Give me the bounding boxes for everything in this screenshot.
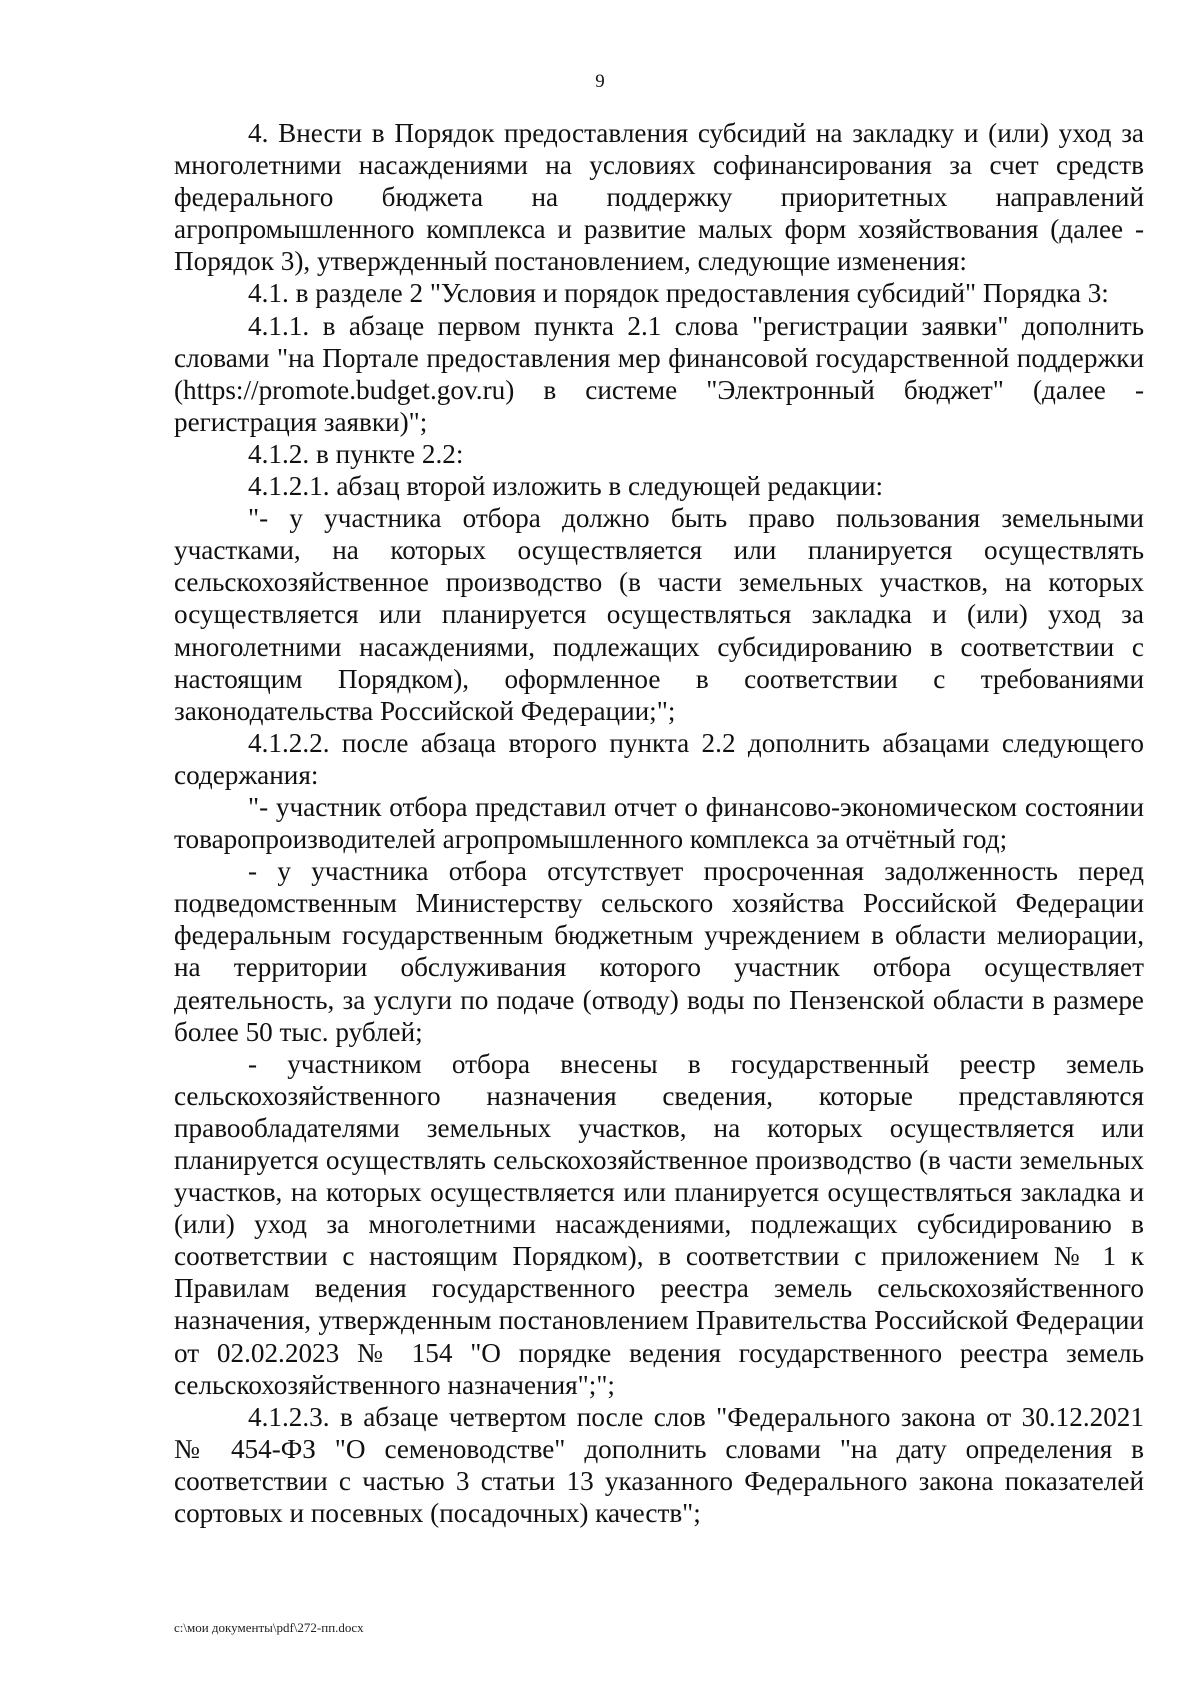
paragraph-quote-report: "- участник отбора представил отчет о финансово-экономическом состоянии товаропроизводителей агропромышленного комплекса за отчётный год; [174, 791, 1144, 855]
page-number: 9 [595, 71, 605, 92]
paragraph-quote-land-rights: "- у участника отбора должно быть право пользования земельными участками, на которых осуществляется или планируется осуществлять сельскохозяйственное производство (в части земельных участков, на которых осуществляется или планируется осуществляться закладка и (или) уход за многолетними насаждениями, подлежащих субсидированию в соответствии с настоящим Порядком), оформленное в соответствии с требованиями законодательства Российской Федерации;"; [174, 503, 1144, 726]
paragraph-4-1-2: 4.1.2. в пункте 2.2: [248, 438, 464, 469]
footer-file-path: c:\мои документы\pdf\272-пп.docx [174, 1620, 364, 1635]
paragraph-4-1-2-2: 4.1.2.2. после абзаца второго пункта 2.2 дополнить абзацами следующего содержания: [174, 727, 1144, 790]
paragraph-quote-registry: - участником отбора внесены в государственный реестр земель сельскохозяйственного назначения сведения, которые представляются правообладателями земельных участков, на которых осуществляется или планируется осуществлять сельскохозяйственное производство (в части земельных участков, на которых осуществляется или планируется осуществляться закладка и (или) уход за многолетними насаждениями, подлежащих субсидированию в соответствии с настоящим Порядком), в соответствии с приложением № 1 к Правилам ведения государственного реестра земель сельскохозяйственного назначения, утвержденным постановлением Правительства Российской Федерации от 02.02.2023 № 154 "О порядке ведения государственного реестра земель сельскохозяйственного назначения";"; [174, 1048, 1144, 1400]
paragraph-quote-debt: - у участника отбора отсутствует просроченная задолженность перед подведомственным Министерству сельского хозяйства Российской Федерации федеральным государственным бюджетным учреждением в области мелиорации, на территории обслуживания которого участник отбора осуществляет деятельность, за услуги по подаче (отводу) воды по Пензенской области в размере более 50 тыс. рублей; [174, 856, 1144, 1047]
paragraph-4-1-1: 4.1.1. в абзаце первом пункта 2.1 слова "регистрации заявки" дополнить словами "на Портале предоставления мер финансовой государственной поддержки (https://promote.budget.gov.ru) в системе "Электронный бюджет" (далее - регистрация заявки)"; [174, 310, 1144, 437]
paragraph-4-1-2-1: 4.1.2.1. абзац второй изложить в следующей редакции: [248, 471, 884, 502]
paragraph-4-1-2-3: 4.1.2.3. в абзаце четвертом после слов "Федерального закона от 30.12.2021 № 454-ФЗ "О семеноводстве" дополнить словами "на дату определения в соответствии с частью 3 статьи 13 указанного Федерального закона показателей сортовых и посевных (посадочных) качеств"; [174, 1401, 1144, 1529]
paragraph-4-1: 4.1. в разделе 2 "Условия и порядок предоставления субсидий" Порядка 3: [248, 278, 1109, 309]
document-body [174, 117, 1144, 1529]
paragraph-4: 4. Внести в Порядок предоставления субсидий на закладку и (или) уход за многолетними насаждениями на условиях софинансирования за счет средств федерального бюджета на поддержку приоритетных направлений агропромышленного комплекса и развитие малых форм хозяйствования (далее - Порядок 3), утвержденный постановлением, следующие изменения: [174, 118, 1144, 277]
